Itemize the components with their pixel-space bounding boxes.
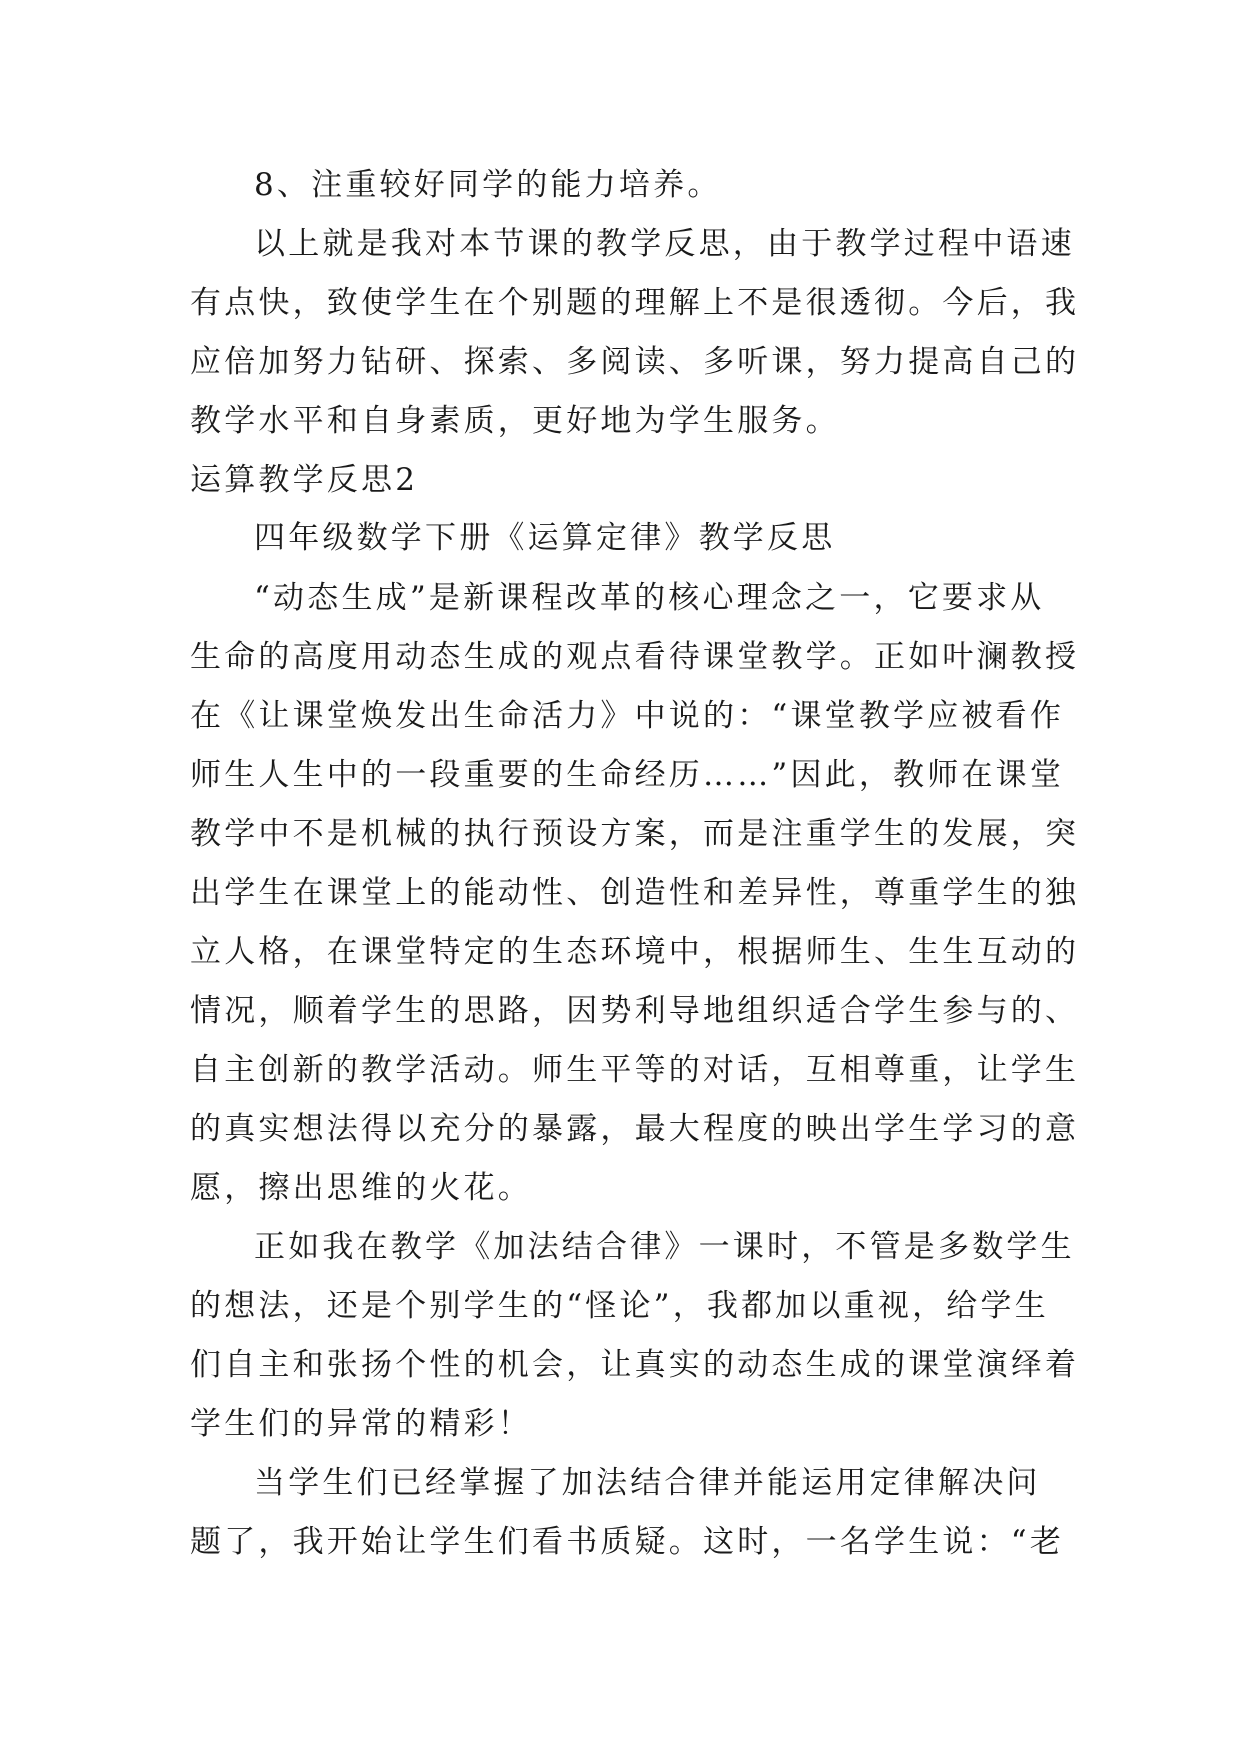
text-line: “动态生成”是新课程改革的核心理念之一，它要求从 xyxy=(254,580,1045,616)
article-title: 四年级数学下册《运算定律》教学反思 xyxy=(254,520,836,556)
text-line: 立人格，在课堂特定的生态环境中，根据师生、生生互动的 xyxy=(190,934,1080,970)
text-line: 题了，我开始让学生们看书质疑。这时，一名学生说：“老 xyxy=(190,1524,1065,1560)
text-line: 的想法，还是个别学生的“怪论”，我都加以重视，给学生 xyxy=(190,1288,1049,1324)
text-line: 8、注重较好同学的能力培养。 xyxy=(254,167,722,203)
text-line: 出学生在课堂上的能动性、创造性和差异性，尊重学生的独 xyxy=(190,875,1080,911)
text-line: 自主创新的教学活动。师生平等的对话，互相尊重，让学生 xyxy=(190,1052,1080,1088)
text-line: 在《让课堂焕发出生命活力》中说的：“课堂教学应被看作 xyxy=(190,698,1065,734)
text-line: 学生们的异常的精彩！ xyxy=(190,1406,532,1442)
text-line: 情况，顺着学生的思路，因势利导地组织适合学生参与的、 xyxy=(190,993,1080,1029)
text-line: 生命的高度用动态生成的观点看待课堂教学。正如叶澜教授 xyxy=(190,639,1080,675)
text-line: 的真实想法得以充分的暴露，最大程度的映出学生学习的意 xyxy=(190,1111,1080,1147)
text-line: 愿，擦出思维的火花。 xyxy=(190,1170,532,1206)
text-line: 应倍加努力钻研、探索、多阅读、多听课，努力提高自己的 xyxy=(190,344,1080,380)
text-line: 正如我在教学《加法结合律》一课时，不管是多数学生 xyxy=(254,1229,1075,1265)
text-line: 们自主和张扬个性的机会，让真实的动态生成的课堂演绎着 xyxy=(190,1347,1080,1383)
text-line: 师生人生中的一段重要的生命经历……”因此，教师在课堂 xyxy=(190,757,1065,793)
section-heading: 运算教学反思2 xyxy=(190,462,419,498)
text-line: 教学中不是机械的执行预设方案，而是注重学生的发展，突 xyxy=(190,816,1080,852)
text-line: 教学水平和自身素质，更好地为学生服务。 xyxy=(190,403,840,439)
text-line: 有点快，致使学生在个别题的理解上不是很透彻。今后，我 xyxy=(190,285,1080,321)
text-line: 当学生们已经掌握了加法结合律并能运用定律解决问 xyxy=(254,1465,1041,1501)
text-line: 以上就是我对本节课的教学反思，由于教学过程中语速 xyxy=(254,226,1075,262)
